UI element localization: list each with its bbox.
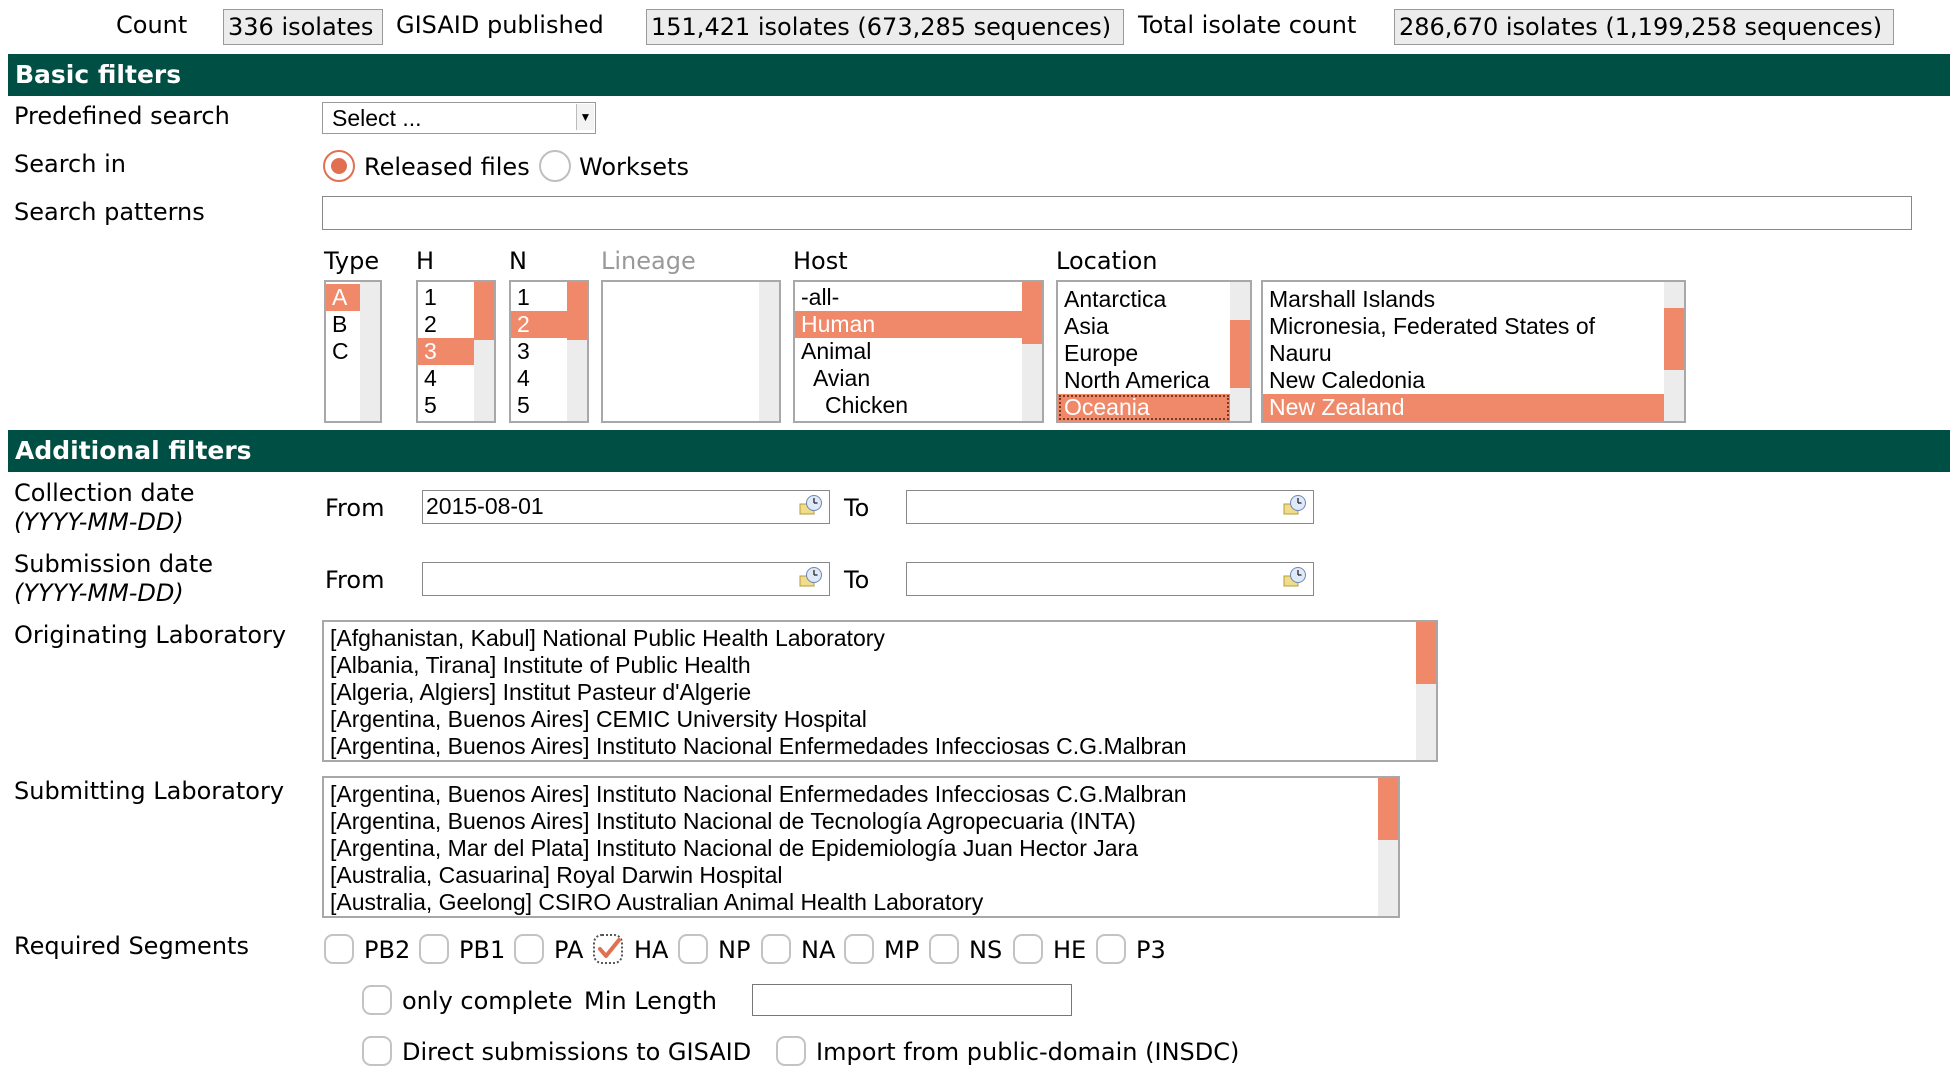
type-listbox[interactable]	[324, 280, 382, 423]
list-item[interactable]: Human	[795, 311, 1022, 338]
segment-np-checkbox[interactable]	[678, 934, 708, 964]
predefined-search-value: Select ...	[332, 105, 422, 131]
submission-from-input[interactable]	[422, 562, 830, 596]
segment-pb1-label[interactable]: PB1	[459, 936, 506, 964]
segment-mp-checkbox[interactable]	[844, 934, 874, 964]
segment-ns-checkbox[interactable]	[929, 934, 959, 964]
scrollbar[interactable]	[360, 282, 380, 421]
direct-submissions-checkbox[interactable]	[362, 1036, 392, 1066]
list-item[interactable]: Nauru	[1269, 340, 1332, 366]
calendar-picker-icon[interactable]	[1283, 566, 1307, 588]
lineage-header: Lineage	[601, 247, 696, 275]
segment-pb2-label[interactable]: PB2	[364, 936, 411, 964]
collection-to-input[interactable]	[906, 490, 1314, 524]
collection-date-label: Collection date	[14, 479, 195, 507]
search-patterns-label: Search patterns	[14, 198, 205, 226]
segment-ha-label[interactable]: HA	[634, 936, 669, 964]
search-patterns-input[interactable]	[322, 196, 1912, 230]
import-public-domain-checkbox[interactable]	[776, 1036, 806, 1066]
list-item[interactable]: [Australia, Casuarina] Royal Darwin Hospital	[330, 862, 783, 888]
n-header: N	[509, 247, 527, 275]
segment-na-label[interactable]: NA	[801, 936, 836, 964]
scrollbar-thumb[interactable]	[1230, 320, 1250, 388]
chevron-down-icon: ▼	[576, 104, 594, 130]
submission-date-format: (YYYY-MM-DD)	[14, 579, 184, 607]
segment-he-checkbox[interactable]	[1013, 934, 1043, 964]
list-item[interactable]: 3	[517, 338, 530, 364]
scrollbar-thumb[interactable]	[1022, 282, 1042, 344]
list-item[interactable]: Oceania	[1058, 394, 1230, 421]
count-label: Count	[116, 11, 188, 39]
n-listbox[interactable]	[509, 280, 589, 423]
list-item[interactable]: B	[332, 311, 348, 337]
list-item[interactable]: North America	[1064, 367, 1210, 393]
submission-to-input[interactable]	[906, 562, 1314, 596]
count-value: 336 isolates	[223, 9, 383, 45]
list-item[interactable]: 2	[424, 311, 437, 337]
segment-p3-label[interactable]: P3	[1136, 936, 1166, 964]
calendar-picker-icon[interactable]	[799, 566, 823, 588]
segment-pb1-checkbox[interactable]	[419, 934, 449, 964]
predefined-search-select[interactable]	[322, 102, 596, 134]
segment-ha-checkbox[interactable]	[593, 934, 623, 964]
calendar-picker-icon[interactable]	[1283, 494, 1307, 516]
worksets-radio[interactable]	[539, 150, 571, 182]
search-in-label: Search in	[14, 150, 126, 178]
scrollbar-thumb[interactable]	[1664, 308, 1684, 370]
list-item[interactable]: Asia	[1064, 313, 1109, 339]
segment-mp-label[interactable]: MP	[884, 936, 920, 964]
segment-pa-checkbox[interactable]	[514, 934, 544, 964]
list-item[interactable]: [Argentina, Mar del Plata] Instituto Nacional de Epidemiología Juan Hector Jara	[330, 835, 1138, 861]
collection-from-input[interactable]	[422, 490, 830, 524]
calendar-picker-icon[interactable]	[799, 494, 823, 516]
predefined-search-label: Predefined search	[14, 102, 230, 130]
required-segments-label: Required Segments	[14, 932, 249, 960]
list-item[interactable]: A	[326, 284, 360, 311]
only-complete-label[interactable]: only complete	[402, 987, 573, 1015]
submitting-laboratory-listbox[interactable]	[322, 776, 1400, 918]
scrollbar-thumb[interactable]	[1378, 778, 1398, 840]
list-item[interactable]: Antarctica	[1064, 286, 1167, 312]
scrollbar[interactable]	[759, 282, 779, 421]
list-item[interactable]: [Argentina, Buenos Aires] Instituto Nacional de Tecnología Agropecuaria (INTA)	[330, 808, 1136, 834]
total-isolate-count-value: 286,670 isolates (1,199,258 sequences)	[1394, 9, 1894, 45]
segment-ns-label[interactable]: NS	[969, 936, 1003, 964]
list-item[interactable]: [Australia, Geelong] CSIRO Australian Animal Health Laboratory	[330, 889, 984, 915]
collection-from-label: From	[325, 494, 385, 522]
only-complete-checkbox[interactable]	[362, 985, 392, 1015]
submission-to-label: To	[844, 566, 870, 594]
host-listbox[interactable]	[793, 280, 1044, 423]
segment-na-checkbox[interactable]	[761, 934, 791, 964]
segment-pb2-checkbox[interactable]	[324, 934, 354, 964]
gisaid-published-value: 151,421 isolates (673,285 sequences)	[646, 9, 1124, 45]
import-public-domain-label[interactable]: Import from public-domain (INSDC)	[816, 1038, 1240, 1066]
scrollbar-thumb[interactable]	[1416, 622, 1436, 684]
min-length-input[interactable]	[752, 984, 1072, 1016]
location-country-listbox[interactable]	[1261, 280, 1686, 423]
segment-p3-checkbox[interactable]	[1096, 934, 1126, 964]
segment-he-label[interactable]: HE	[1053, 936, 1087, 964]
direct-submissions-label[interactable]: Direct submissions to GISAID	[402, 1038, 752, 1066]
list-item[interactable]: 3	[418, 338, 474, 365]
released-files-label[interactable]: Released files	[364, 153, 530, 181]
basic-filters-header: Basic filters	[8, 54, 1950, 96]
additional-filters-header: Additional filters	[8, 430, 1950, 472]
list-item[interactable]: Micronesia, Federated States of	[1269, 313, 1595, 339]
min-length-label: Min Length	[584, 987, 717, 1015]
list-item[interactable]: New Zealand	[1263, 394, 1664, 421]
h-header: H	[416, 247, 435, 275]
list-item[interactable]: 4	[424, 365, 437, 391]
submission-date-label: Submission date	[14, 550, 214, 578]
collection-date-format: (YYYY-MM-DD)	[14, 508, 184, 536]
host-header: Host	[793, 247, 848, 275]
list-item[interactable]: [Argentina, Buenos Aires] CEMIC University Hospital	[330, 706, 867, 732]
collection-to-label: To	[844, 494, 870, 522]
list-item[interactable]: 4	[517, 365, 530, 391]
originating-laboratory-label: Originating Laboratory	[14, 621, 287, 649]
h-listbox[interactable]	[416, 280, 496, 423]
segment-pa-label[interactable]: PA	[554, 936, 584, 964]
list-item[interactable]: [Afghanistan, Kabul] National Public Health Laboratory	[330, 625, 885, 651]
submitting-laboratory-label: Submitting Laboratory	[14, 777, 285, 805]
originating-laboratory-listbox[interactable]	[322, 620, 1438, 762]
worksets-label[interactable]: Worksets	[579, 153, 689, 181]
list-item[interactable]: 1	[517, 284, 530, 310]
list-item[interactable]: 5	[424, 392, 437, 418]
list-item[interactable]: Chicken	[825, 392, 909, 418]
list-item[interactable]: C	[332, 338, 349, 364]
list-item[interactable]: [Algeria, Algiers] Institut Pasteur d'Algerie	[330, 679, 752, 705]
list-item[interactable]: [Argentina, Buenos Aires] Instituto Nacional Enfermedades Infecciosas C.G.Malbran	[330, 781, 1187, 807]
scrollbar-thumb[interactable]	[474, 282, 494, 340]
segment-np-label[interactable]: NP	[718, 936, 751, 964]
released-files-radio[interactable]	[323, 150, 355, 182]
lineage-listbox[interactable]	[601, 280, 781, 423]
list-item[interactable]: [Argentina, Buenos Aires] Instituto Nacional Enfermedades Infecciosas C.G.Malbran	[330, 733, 1187, 759]
type-header: Type	[324, 247, 380, 275]
submission-from-label: From	[325, 566, 385, 594]
total-isolate-count-label: Total isolate count	[1138, 11, 1357, 39]
collection-from-value: 2015-08-01	[426, 493, 544, 519]
location-continent-listbox[interactable]	[1056, 280, 1252, 423]
gisaid-published-label: GISAID published	[396, 11, 604, 39]
list-item[interactable]: 5	[517, 392, 530, 418]
location-header: Location	[1056, 247, 1158, 275]
list-item[interactable]: Animal	[801, 338, 872, 364]
list-item[interactable]: 2	[511, 311, 567, 338]
list-item[interactable]: 1	[424, 284, 437, 310]
list-item[interactable]: Avian	[813, 365, 871, 391]
list-item[interactable]: [Albania, Tirana] Institute of Public Health	[330, 652, 751, 678]
list-item[interactable]: Europe	[1064, 340, 1139, 366]
list-item[interactable]: New Caledonia	[1269, 367, 1425, 393]
list-item[interactable]: Marshall Islands	[1269, 286, 1436, 312]
list-item[interactable]: -all-	[801, 284, 840, 310]
scrollbar-thumb[interactable]	[567, 282, 587, 340]
checkmark-icon	[597, 937, 621, 961]
